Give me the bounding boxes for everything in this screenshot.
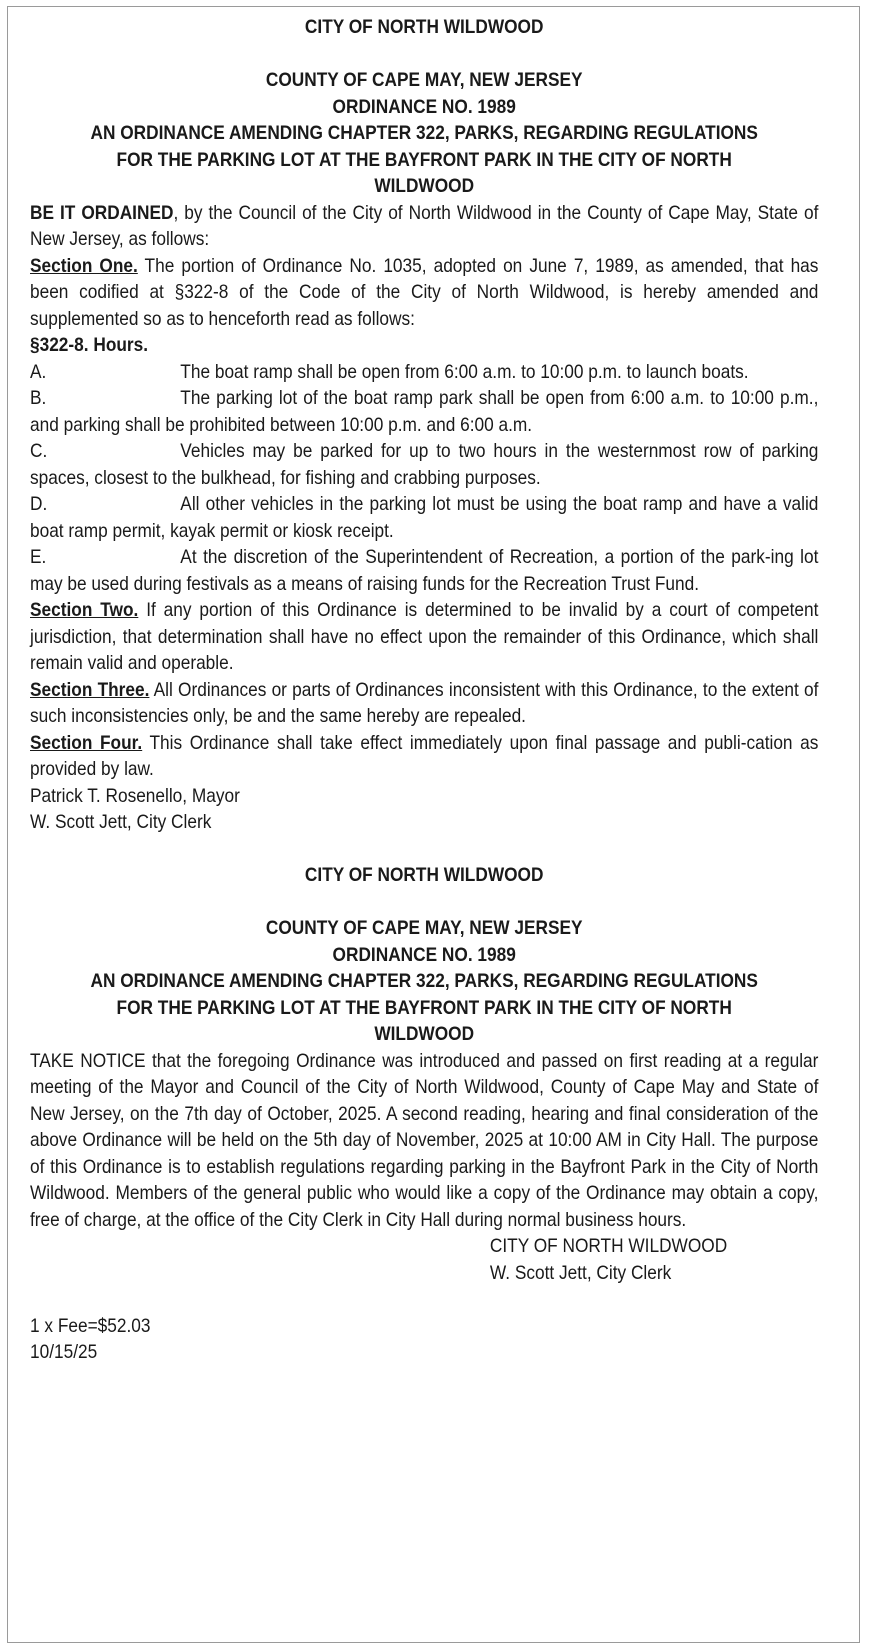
- section-three: [30, 678, 818, 731]
- publish-date: 10/15/25: [30, 1342, 98, 1363]
- notice-frame: [7, 6, 860, 1643]
- clerk-signature: W. Scott Jett, City Clerk: [30, 812, 212, 833]
- item-label: A.: [30, 361, 47, 383]
- notice1-county: COUNTY OF CAPE MAY, NEW JERSEY: [265, 70, 583, 91]
- item-text: All other vehicles in the parking lot must be using the boat ramp and have a valid boat ramp permit, kayak permit or kiosk receipt.: [30, 494, 819, 542]
- notice2-ordinance-no: ORDINANCE NO. 1989: [332, 944, 516, 966]
- notice1-title-line3: WILDWOOD: [374, 176, 475, 197]
- item-label: E.: [30, 547, 47, 568]
- item-text: The boat ramp shall be open from 6:00 a.m. to 10:00 p.m. to launch boats.: [180, 361, 749, 383]
- item-text: At the discretion of the Superintendent of Recreation, a portion of the park-ing lot may be used during festivals as a means of raising funds for the Recreation Trust Fund.: [30, 547, 819, 595]
- section-four: [30, 731, 818, 784]
- hours-heading: §322-8. Hours.: [30, 335, 149, 356]
- legal-notice: [30, 15, 818, 1367]
- section-three-label: Section Three.: [30, 679, 150, 701]
- ordained-paragraph: [30, 201, 818, 254]
- list-item: [30, 492, 818, 545]
- list-item: [30, 386, 818, 439]
- ordained-text: , by the Council of the City of North Wildwood in the County of Cape May, State of New Jersey, as follows:: [30, 202, 819, 250]
- notice2-county: COUNTY OF CAPE MAY, NEW JERSEY: [265, 918, 583, 939]
- fee-line: 1 x Fee=$52.03: [30, 1315, 151, 1337]
- section-one-text: The portion of Ordinance No. 1035, adopted on June 7, 1989, as amended, that has been codified at §322-8 of the Code of the City of North Wildwood, is hereby amended and supplemented so as to henceforth read as follows:: [30, 255, 819, 330]
- sig-city: CITY OF NORTH WILDWOOD: [489, 1236, 728, 1257]
- item-label: C.: [30, 441, 48, 462]
- mayor-signature: Patrick T. Rosenello, Mayor: [30, 785, 240, 807]
- notice2-title-line3: WILDWOOD: [374, 1024, 475, 1045]
- list-item: [30, 360, 818, 387]
- section-four-label: Section Four.: [30, 732, 143, 754]
- notice1-city: CITY OF NORTH WILDWOOD: [304, 17, 544, 38]
- notice1-title-line1: AN ORDINANCE AMENDING CHAPTER 322, PARKS, REGARDING REGULATIONS: [90, 123, 758, 144]
- sig-clerk: W. Scott Jett, City Clerk: [489, 1262, 672, 1284]
- notice2-title-line2: FOR THE PARKING LOT AT THE BAYFRONT PARK IN THE CITY OF NORTH: [116, 997, 732, 1019]
- list-item: [30, 439, 818, 492]
- notice2-title-line1: AN ORDINANCE AMENDING CHAPTER 322, PARKS, REGARDING REGULATIONS: [90, 971, 758, 992]
- section-two: [30, 598, 818, 678]
- section-four-text: This Ordinance shall take effect immediately upon final passage and publi-cation as provided by law.: [30, 732, 819, 780]
- notice2-city: CITY OF NORTH WILDWOOD: [304, 865, 544, 886]
- section-two-label: Section Two.: [30, 600, 139, 621]
- section-two-text: If any portion of this Ordinance is determined to be invalid by a court of competent jurisdiction, that determination shall have no effect upon the remainder of this Ordinance, which shall remain valid and operable.: [30, 600, 819, 674]
- item-label: D.: [30, 494, 48, 515]
- notice1-title-line2: FOR THE PARKING LOT AT THE BAYFRONT PARK IN THE CITY OF NORTH: [116, 149, 732, 171]
- list-item: [30, 545, 818, 598]
- item-label: B.: [30, 388, 47, 409]
- ordained-lead: BE IT ORDAINED: [30, 202, 174, 224]
- section-one-label: Section One.: [30, 255, 138, 277]
- section-one: [30, 254, 818, 334]
- item-text: The parking lot of the boat ramp park shall be open from 6:00 a.m. to 10:00 p.m., and parking shall be prohibited between 10:00 p.m. and 6:00 a.m.: [30, 388, 819, 436]
- take-notice-paragraph: TAKE NOTICE that the foregoing Ordinance was introduced and passed on first reading at a regular meeting of the Mayor and Council of the City of North Wildwood, County of Cape May and State of New Jersey, on the 7th day of October, 2025. A second reading, hearing and final consideration of the above Ordinance will be held on the 5th day of November, 2025 at 10:00 AM in City Hall. The purpose of this Ordinance is to establish regulations regarding parking in the Bayfront Park in the City of North Wildwood. Members of the general public who would like a copy of the Ordinance may obtain a copy, free of charge, at the office of the City Clerk in City Hall during normal business hours.: [30, 1050, 819, 1231]
- item-text: Vehicles may be parked for up to two hours in the westernmost row of parking spaces, closest to the bulkhead, for fishing and crabbing purposes.: [30, 441, 819, 489]
- section-three-text: All Ordinances or parts of Ordinances inconsistent with this Ordinance, to the extent of such inconsistencies only, be and the same hereby are repealed.: [30, 679, 819, 727]
- notice1-ordinance-no: ORDINANCE NO. 1989: [332, 96, 516, 118]
